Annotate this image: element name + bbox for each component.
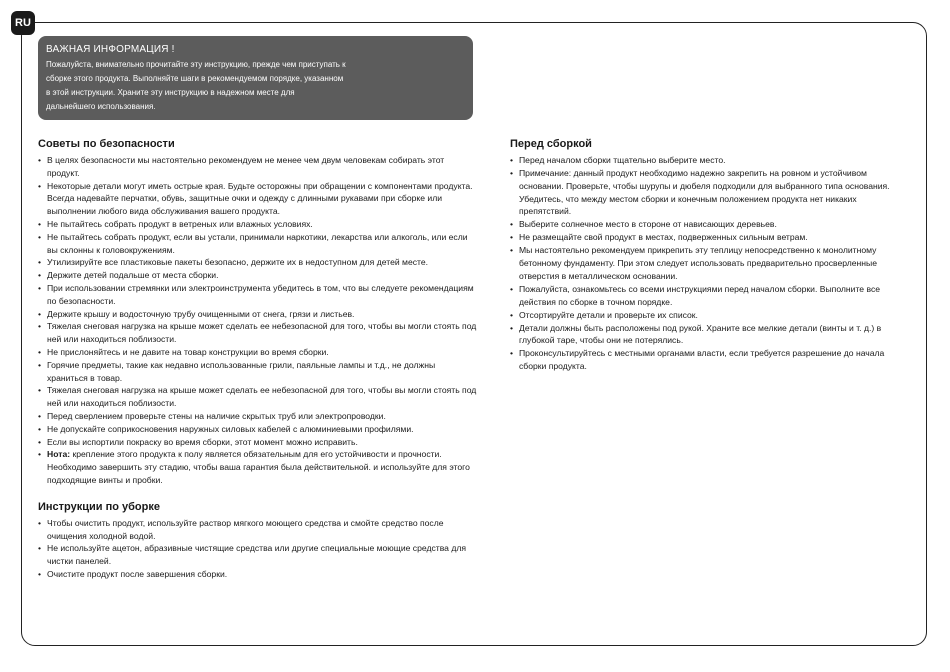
list-item: • Тяжелая снеговая нагрузка на крыше может сделать ее небезопасной для того, чтобы вы могли стоять под ней или находиться поблизости.: [38, 384, 478, 410]
list-item: • Проконсультируйтесь с местными органами власти, если требуется разрешение до начала сборки продукта.: [510, 347, 900, 373]
safety-heading: Советы по безопасности: [38, 138, 175, 150]
list-item: • Детали должны быть расположены под рукой. Храните все мелкие детали (винты и т. д.) в глубокой таре, чтобы они не потерялись.: [510, 322, 900, 348]
list-item: • Перед началом сборки тщательно выберите место.: [510, 154, 900, 167]
list-item: • Не пытайтесь собрать продукт в ветреных или влажных условиях.: [38, 218, 478, 231]
left-column: [38, 137, 478, 581]
list-item: • Мы настоятельно рекомендуем прикрепить эту теплицу непосредственно к монолитному бетонному фундаменту. При этом следует использовать предварительно просверленные отверстия в металлическом основании.: [510, 244, 900, 282]
list-item: • Держите крышу и водосточную трубу очищенными от снега, грязи и листьев.: [38, 308, 478, 321]
list-item: • Примечание: данный продукт необходимо надежно закрепить на ровном и устойчивом основании. Проверьте, чтобы шурупы и дюбеля подходили для выбранного типа основания. Убедитесь, что между местом сборки и конечным положением продукта нет никаких препятствий.: [510, 167, 900, 218]
cleaning-list: [38, 517, 478, 581]
list-item: • Тяжелая снеговая нагрузка на крыше может сделать ее небезопасной для того, чтобы вы могли стоять под ней или находиться поблизости.: [38, 320, 478, 346]
list-item: • Не пытайтесь собрать продукт, если вы устали, принимали наркотики, лекарства или алкоголь, или если вы склонны к головокружениям.: [38, 231, 478, 257]
list-item: • Выберите солнечное место в стороне от нависающих деревьев.: [510, 218, 900, 231]
important-info-text: Пожалуйста, внимательно прочитайте эту инструкцию, прежде чем приступать к сборке этого продукта. Выполняйте шаги в рекомендуемом порядке, указанном в этой инструкции. Храните эту инструкцию в надежном месте для дальнейшего использования.: [46, 60, 346, 111]
important-info-title: ВАЖНАЯ ИНФОРМАЦИЯ !: [46, 44, 175, 55]
before-assembly-list: [510, 154, 900, 373]
list-item: • Не прислоняйтесь и не давите на товар конструкции во время сборки.: [38, 346, 478, 359]
list-item: • Перед сверлением проверьте стены на наличие скрытых труб или электропроводки.: [38, 410, 478, 423]
list-item: • Отсортируйте детали и проверьте их список.: [510, 309, 900, 322]
list-item: • Если вы испортили покраску во время сборки, этот момент можно исправить.: [38, 436, 478, 449]
right-column: [510, 137, 900, 373]
list-item: • При использовании стремянки или электроинструмента убедитесь в том, что вы следуете рекомендациям по безопасности.: [38, 282, 478, 308]
list-item: • Очистите продукт после завершения сборки.: [38, 568, 478, 581]
list-item: • В целях безопасности мы настоятельно рекомендуем не менее чем двум человекам собирать этот продукт.: [38, 154, 478, 180]
list-item: • Держите детей подальше от места сборки.: [38, 269, 478, 282]
list-item: • Горячие предметы, такие как недавно использованные грили, паяльные лампы и т.д., не должны храниться в товар.: [38, 359, 478, 385]
list-item: • Утилизируйте все пластиковые пакеты безопасно, держите их в недоступном для детей месте.: [38, 256, 478, 269]
language-badge: RU: [11, 11, 35, 35]
safety-list: [38, 154, 478, 487]
important-info-box: [38, 36, 473, 120]
list-item: • Пожалуйста, ознакомьтесь со всеми инструкциями перед началом сборки. Выполните все действия по сборке в точном порядке.: [510, 283, 900, 309]
list-item: • Не используйте ацетон, абразивные чистящие средства или другие специальные моющие средства для чистки панелей.: [38, 542, 478, 568]
list-item: • Не допускайте соприкосновения наружных силовых кабелей с алюминиевыми профилями.: [38, 423, 478, 436]
note-label: Нота:: [47, 449, 71, 460]
before-assembly-heading: Перед сборкой: [510, 138, 592, 150]
list-item: • Не размещайте свой продукт в местах, подверженных сильным ветрам.: [510, 231, 900, 244]
list-item: • Некоторые детали могут иметь острые края. Будьте осторожны при обращении с компонентами продукта. Всегда надевайте перчатки, обувь, защитные очки и одежду с длинными рукавами при сборке или выполнении любого вида обслуживания вашего продукта.: [38, 180, 478, 218]
note-text: крепление этого продукта к полу является обязательным для его устойчивости и прочности. Необходимо завершить эту стадию, чтобы ваша гарантия была действительной. и используйте для этого подходящие винты и пробки.: [47, 449, 470, 485]
cleaning-heading: Инструкции по уборке: [38, 500, 160, 513]
note-item: [38, 448, 478, 486]
list-item: • Чтобы очистить продукт, используйте раствор мягкого моющего средства и смойте средство после очищения холодной водой.: [38, 517, 478, 543]
